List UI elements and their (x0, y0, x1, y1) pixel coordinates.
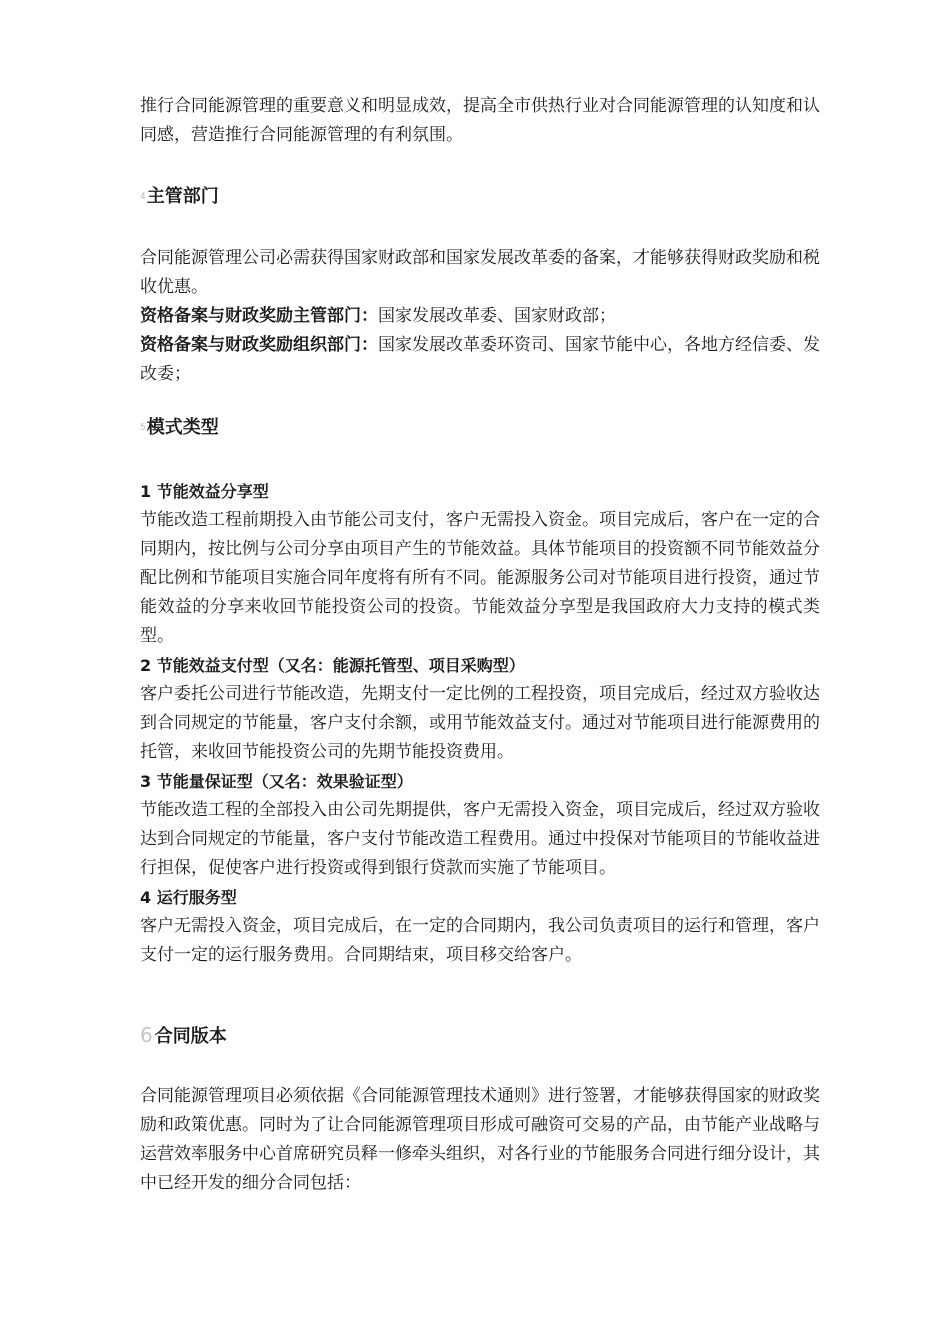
section-title: 合同版本 (154, 1026, 227, 1047)
list-item (140, 331, 820, 389)
item-label: 资格备案与财政奖励主管部门： (140, 306, 378, 326)
intro-block (140, 92, 820, 150)
section-paragraph: 合同能源管理项目必须依据《合同能源管理技术通则》进行签署，才能够获得国家的财政奖励和政策优惠。同时为了让合同能源管理项目形成可融资可交易的产品，由节能产业战略与运营效率服务中心首席研究员释一修牵头组织，对各行业的节能服务合同进行细分设计，其中已经开发的细分合同包括： (140, 1086, 820, 1193)
section-6-body (140, 1082, 820, 1198)
type-paragraph: 节能改造工程前期投入由节能公司支付，客户无需投入资金。项目完成后，客户在一定的合同期内，按比例与公司分享由项目产生的节能效益。具体节能项目的投资额不同节能效益分配比例和节能项目实施合同年度将有所有不同。能源服务公司对节能项目进行投资，通过节能效益的分享来收回节能投资公司的投资。节能效益分享型是我国政府大力支持的模式类型。 (140, 510, 820, 646)
section-number: 6 (140, 1023, 153, 1047)
section-4-heading-block (140, 184, 820, 210)
type-title: 4 运行服务型 (140, 888, 237, 907)
section-4-body (140, 244, 820, 389)
type-paragraph: 客户无需投入资金，项目完成后，在一定的合同期内，我公司负责项目的运行和管理，客户支付一定的运行服务费用。合同期结束，项目移交给客户。 (140, 916, 820, 965)
section-5-heading-block (140, 415, 820, 441)
section-number: 4 (140, 192, 146, 202)
intro-paragraph: 推行合同能源管理的重要意义和明显成效，提高全市供热行业对合同能源管理的认知度和认同感，营造推行合同能源管理的有利氛围。 (140, 96, 820, 145)
section-number: 5 (140, 423, 146, 433)
section-heading (140, 415, 820, 441)
item-text: 国家发展改革委、国家财政部； (378, 306, 616, 326)
item-text: 国家发展改革委环资司、国家节能中心，各地方经信委、发改委； (140, 335, 820, 384)
section-paragraph: 合同能源管理公司必需获得国家财政部和国家发展改革委的备案，才能够获得财政奖励和税收优惠。 (140, 248, 820, 297)
section-6-heading-block (140, 1022, 820, 1050)
section-heading (140, 1022, 820, 1050)
section-title: 主管部门 (146, 186, 219, 207)
list-item (140, 302, 820, 331)
section-title: 模式类型 (146, 417, 219, 438)
section-5-body (140, 477, 820, 970)
section-heading (140, 184, 820, 210)
item-label: 资格备案与财政奖励组织部门： (140, 335, 378, 355)
type-paragraph: 客户委托公司进行节能改造，先期支付一定比例的工程投资，项目完成后，经过双方验收达到合同规定的节能量，客户支付余额，或用节能效益支付。通过对节能项目进行能源费用的托管，来收回节能投资公司的先期节能投资费用。 (140, 684, 820, 762)
type-title: 3 节能量保证型（又名：效果验证型） (140, 772, 413, 791)
type-title: 2 节能效益支付型（又名：能源托管型、项目采购型） (140, 656, 525, 675)
type-paragraph: 节能改造工程的全部投入由公司先期提供，客户无需投入资金，项目完成后，经过双方验收达到合同规定的节能量，客户支付节能改造工程费用。通过中投保对节能项目的节能收益进行担保，促使客户进行投资或得到银行贷款而实施了节能项目。 (140, 800, 820, 878)
type-title: 1 节能效益分享型 (140, 482, 269, 501)
